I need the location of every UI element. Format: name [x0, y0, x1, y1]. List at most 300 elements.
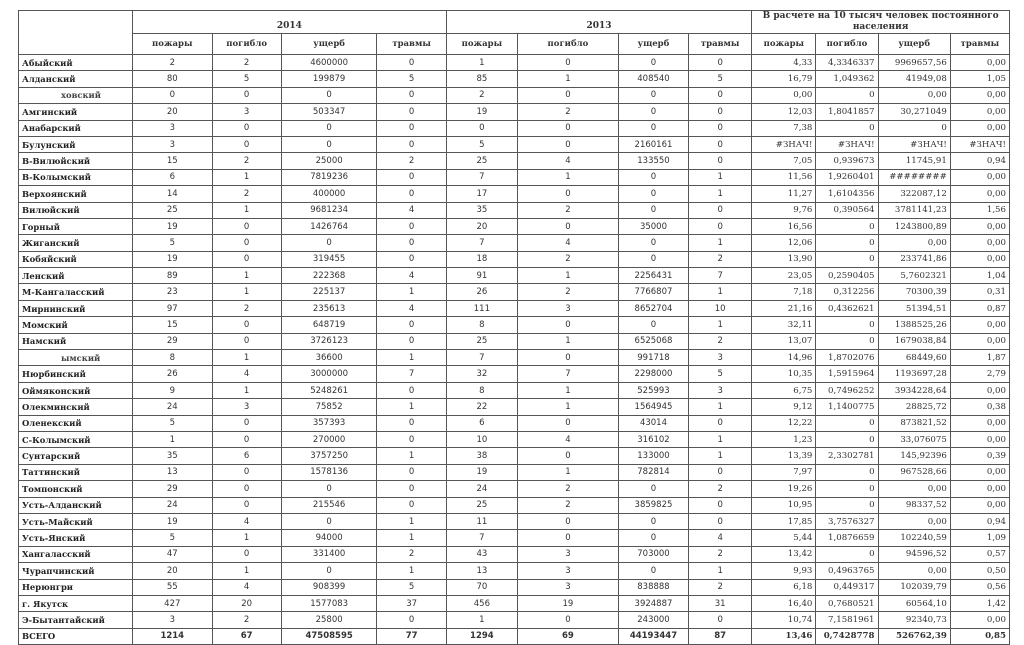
- injuries-cell: 1: [377, 513, 446, 529]
- table-row: [19, 186, 1010, 202]
- region-name: Нерюнгри: [19, 579, 133, 595]
- deaths-cell: 6: [212, 448, 281, 464]
- deaths-cell: 1: [212, 284, 281, 300]
- injuries-cell: #ЗНАЧ!: [950, 136, 1009, 152]
- fires-cell: 16,56: [752, 218, 816, 234]
- fires-cell: 5: [446, 136, 517, 152]
- injuries-cell: 0,00: [950, 415, 1009, 431]
- deaths-cell: 2: [518, 251, 619, 267]
- damage-cell: 9969657,56: [878, 55, 950, 71]
- deaths-cell: 0: [518, 87, 619, 103]
- injuries-cell: 0,00: [950, 431, 1009, 447]
- fires-cell: 29: [133, 481, 212, 497]
- fires-cell: 20: [133, 563, 212, 579]
- damage-cell: 0: [281, 563, 377, 579]
- deaths-cell: 2,3302781: [816, 448, 878, 464]
- fires-cell: 20: [133, 104, 212, 120]
- damage-cell: 0: [618, 120, 688, 136]
- damage-cell: 145,92396: [878, 448, 950, 464]
- damage-cell: 648719: [281, 317, 377, 333]
- deaths-cell: 0: [518, 317, 619, 333]
- table-row: [19, 104, 1010, 120]
- table-row: [19, 251, 1010, 267]
- fires-cell: 14,96: [752, 350, 816, 366]
- injuries-cell: 1: [377, 350, 446, 366]
- fires-cell: 15: [133, 153, 212, 169]
- damage-cell: 526762,39: [878, 628, 950, 644]
- deaths-cell: 1,049362: [816, 71, 878, 87]
- deaths-cell: 1: [518, 71, 619, 87]
- fires-cell: 7: [446, 169, 517, 185]
- injuries-cell: 0: [689, 104, 752, 120]
- injuries-cell: 1: [377, 399, 446, 415]
- damage-cell: 270000: [281, 431, 377, 447]
- damage-cell: #ЗНАЧ!: [878, 136, 950, 152]
- fires-cell: 4,33: [752, 55, 816, 71]
- fires-cell: 18: [446, 251, 517, 267]
- table-row: [19, 87, 1010, 103]
- damage-cell: 3781141,23: [878, 202, 950, 218]
- damage-cell: 36600: [281, 350, 377, 366]
- fires-cell: 15: [133, 317, 212, 333]
- damage-cell: 44193447: [618, 628, 688, 644]
- injuries-cell: 0: [377, 333, 446, 349]
- injuries-cell: 1: [689, 186, 752, 202]
- year-2014-header: 2014: [133, 11, 447, 34]
- table-row: [19, 235, 1010, 251]
- deaths-cell: 5: [212, 71, 281, 87]
- deaths-cell: 0: [212, 317, 281, 333]
- region-name: М-Кангаласский: [19, 284, 133, 300]
- damage-cell: 6525068: [618, 333, 688, 349]
- deaths-cell: 0: [816, 317, 878, 333]
- injuries-cell: 0,00: [950, 481, 1009, 497]
- per-capita-header: В расчете на 10 тысяч человек постоянного населения: [752, 11, 1010, 34]
- table-row: [19, 415, 1010, 431]
- damage-cell: 5,7602321: [878, 268, 950, 284]
- table-row: [19, 464, 1010, 480]
- fires-cell: 0,00: [752, 87, 816, 103]
- fires-cell: 13: [133, 464, 212, 480]
- fires-cell: 35: [446, 202, 517, 218]
- damage-cell: 0: [281, 513, 377, 529]
- region-name: Ленский: [19, 268, 133, 284]
- injuries-cell: 0: [377, 481, 446, 497]
- damage-cell: 0: [281, 235, 377, 251]
- damage-cell: 0: [618, 87, 688, 103]
- damage-cell: 0: [281, 87, 377, 103]
- damage-cell: 316102: [618, 431, 688, 447]
- deaths-cell: 0,939673: [816, 153, 878, 169]
- deaths-cell: 0: [518, 120, 619, 136]
- deaths-cell: 0: [212, 546, 281, 562]
- region-name: Намский: [19, 333, 133, 349]
- damage-cell: 0: [618, 104, 688, 120]
- injuries-cell: 0: [377, 415, 446, 431]
- deaths-cell: 4: [212, 513, 281, 529]
- region-name: В-Колымский: [19, 169, 133, 185]
- injuries-cell: 2: [377, 546, 446, 562]
- damage-cell: 0: [618, 563, 688, 579]
- fires-cell: 80: [133, 71, 212, 87]
- fires-cell: 25: [446, 497, 517, 513]
- injuries-cell: 0: [377, 186, 446, 202]
- fires-cell: 70: [446, 579, 517, 595]
- fires-cell: 7,97: [752, 464, 816, 480]
- deaths-cell: 1: [518, 333, 619, 349]
- deaths-cell: 0: [212, 431, 281, 447]
- damage-cell: 322087,12: [878, 186, 950, 202]
- injuries-cell: 2: [689, 579, 752, 595]
- deaths-cell: 19: [518, 595, 619, 611]
- damage-cell: 11745,91: [878, 153, 950, 169]
- damage-cell: 47508595: [281, 628, 377, 644]
- injuries-cell: 0,39: [950, 448, 1009, 464]
- region-name: Алданский: [19, 71, 133, 87]
- injuries-cell: 3: [689, 382, 752, 398]
- injuries-cell: 1,09: [950, 530, 1009, 546]
- damage-cell: 235613: [281, 300, 377, 316]
- subheader-2013-1: погибло: [518, 34, 619, 55]
- damage-cell: 5248261: [281, 382, 377, 398]
- damage-cell: 1193697,28: [878, 366, 950, 382]
- fires-cell: 3: [133, 136, 212, 152]
- deaths-cell: 0,4362621: [816, 300, 878, 316]
- subheader-per-capita-3: травмы: [950, 34, 1009, 55]
- deaths-cell: 1: [212, 350, 281, 366]
- table-row: [19, 530, 1010, 546]
- table-row: [19, 169, 1010, 185]
- deaths-cell: 0: [518, 186, 619, 202]
- deaths-cell: 0: [816, 546, 878, 562]
- damage-cell: 525993: [618, 382, 688, 398]
- deaths-cell: 4: [212, 579, 281, 595]
- fires-cell: 13,42: [752, 546, 816, 562]
- injuries-cell: 0: [377, 317, 446, 333]
- subheader-2013-3: травмы: [689, 34, 752, 55]
- region-name: Верхоянский: [19, 186, 133, 202]
- fires-cell: 22: [446, 399, 517, 415]
- fires-cell: 47: [133, 546, 212, 562]
- injuries-cell: 0: [377, 104, 446, 120]
- fires-cell: 85: [446, 71, 517, 87]
- fires-cell: 7: [446, 350, 517, 366]
- table-row: [19, 268, 1010, 284]
- injuries-cell: 2: [689, 481, 752, 497]
- damage-cell: 967528,66: [878, 464, 950, 480]
- injuries-cell: 0: [377, 169, 446, 185]
- damage-cell: 1679038,84: [878, 333, 950, 349]
- fires-cell: 8: [446, 382, 517, 398]
- damage-cell: 0,00: [878, 87, 950, 103]
- injuries-cell: 0,00: [950, 218, 1009, 234]
- injuries-cell: 0,56: [950, 579, 1009, 595]
- injuries-cell: 0: [689, 415, 752, 431]
- deaths-cell: 3: [212, 399, 281, 415]
- injuries-cell: 0,00: [950, 333, 1009, 349]
- table-row: [19, 612, 1010, 628]
- region-name: Вилюйский: [19, 202, 133, 218]
- deaths-cell: 0: [816, 120, 878, 136]
- damage-cell: 0,00: [878, 513, 950, 529]
- fires-cell: 6: [446, 415, 517, 431]
- fires-cell: 3: [133, 612, 212, 628]
- region-name: Сунтарский: [19, 448, 133, 464]
- injuries-cell: 5: [377, 579, 446, 595]
- fires-cell: 19: [133, 513, 212, 529]
- table-row: [19, 431, 1010, 447]
- table-row: [19, 218, 1010, 234]
- fires-cell: 24: [133, 497, 212, 513]
- injuries-cell: 0: [689, 218, 752, 234]
- damage-cell: 400000: [281, 186, 377, 202]
- region-name: ВСЕГО: [19, 628, 133, 644]
- fires-cell: 12,06: [752, 235, 816, 251]
- injuries-cell: 4: [689, 530, 752, 546]
- fires-cell: 5: [133, 415, 212, 431]
- table-body: [19, 55, 1010, 645]
- fires-cell: 2: [133, 55, 212, 71]
- table-row: [19, 595, 1010, 611]
- fires-cell: 91: [446, 268, 517, 284]
- injuries-cell: 0,31: [950, 284, 1009, 300]
- region-header: [19, 11, 133, 55]
- fires-cell: 6,75: [752, 382, 816, 398]
- fires-cell: 19: [446, 464, 517, 480]
- subheader-2013-0: пожары: [446, 34, 517, 55]
- deaths-cell: 1,8702076: [816, 350, 878, 366]
- fires-cell: 10,95: [752, 497, 816, 513]
- injuries-cell: 2: [689, 251, 752, 267]
- fires-cell: 5: [133, 530, 212, 546]
- deaths-cell: 0: [212, 251, 281, 267]
- fires-cell: 12,03: [752, 104, 816, 120]
- fires-cell: 1: [446, 612, 517, 628]
- damage-cell: 2160161: [618, 136, 688, 152]
- damage-cell: 98337,52: [878, 497, 950, 513]
- injuries-cell: 0: [377, 87, 446, 103]
- fires-cell: 32,11: [752, 317, 816, 333]
- fires-cell: 10,74: [752, 612, 816, 628]
- injuries-cell: 0: [689, 202, 752, 218]
- injuries-cell: 1: [689, 169, 752, 185]
- injuries-cell: 1: [377, 563, 446, 579]
- region-name: Хангаласский: [19, 546, 133, 562]
- deaths-cell: 0,7496252: [816, 382, 878, 398]
- injuries-cell: 0,00: [950, 317, 1009, 333]
- injuries-cell: 0: [689, 136, 752, 152]
- deaths-cell: #ЗНАЧ!: [816, 136, 878, 152]
- deaths-cell: 0: [212, 497, 281, 513]
- damage-cell: 0,00: [878, 481, 950, 497]
- total-row: [19, 628, 1010, 644]
- deaths-cell: 0: [212, 120, 281, 136]
- deaths-cell: 4,3346337: [816, 55, 878, 71]
- region-name: Нюрбинский: [19, 366, 133, 382]
- table-row: [19, 333, 1010, 349]
- deaths-cell: 2: [518, 284, 619, 300]
- damage-cell: 225137: [281, 284, 377, 300]
- damage-cell: 215546: [281, 497, 377, 513]
- damage-cell: 3934228,64: [878, 382, 950, 398]
- deaths-cell: 7: [518, 366, 619, 382]
- deaths-cell: 1,0876659: [816, 530, 878, 546]
- injuries-cell: 3: [689, 350, 752, 366]
- deaths-cell: 1: [212, 169, 281, 185]
- deaths-cell: 0: [212, 136, 281, 152]
- injuries-cell: 1,42: [950, 595, 1009, 611]
- region-name: Жиганский: [19, 235, 133, 251]
- deaths-cell: 0: [816, 415, 878, 431]
- deaths-cell: 2: [212, 300, 281, 316]
- fires-cell: 35: [133, 448, 212, 464]
- region-name: Усть-Алданский: [19, 497, 133, 513]
- damage-cell: 1243800,89: [878, 218, 950, 234]
- injuries-cell: 31: [689, 595, 752, 611]
- injuries-cell: 37: [377, 595, 446, 611]
- deaths-cell: 0: [816, 431, 878, 447]
- region-name: Олекминский: [19, 399, 133, 415]
- injuries-cell: 0: [377, 431, 446, 447]
- deaths-cell: 1: [212, 563, 281, 579]
- deaths-cell: 4: [518, 431, 619, 447]
- deaths-cell: 0: [518, 218, 619, 234]
- subheader-2014-3: травмы: [377, 34, 446, 55]
- deaths-cell: 0: [518, 448, 619, 464]
- damage-cell: 3757250: [281, 448, 377, 464]
- deaths-cell: 0,4963765: [816, 563, 878, 579]
- damage-cell: 233741,86: [878, 251, 950, 267]
- damage-cell: 503347: [281, 104, 377, 120]
- fires-cell: 7,05: [752, 153, 816, 169]
- fires-cell: 5,44: [752, 530, 816, 546]
- damage-cell: 7766807: [618, 284, 688, 300]
- deaths-cell: 0: [212, 218, 281, 234]
- deaths-cell: 4: [212, 366, 281, 382]
- fires-cell: 21,16: [752, 300, 816, 316]
- region-name: С-Колымский: [19, 431, 133, 447]
- table-row: [19, 513, 1010, 529]
- fires-cell: 24: [133, 399, 212, 415]
- deaths-cell: 4: [518, 235, 619, 251]
- injuries-cell: 0: [689, 513, 752, 529]
- fires-cell: 9,93: [752, 563, 816, 579]
- region-name: Томпонский: [19, 481, 133, 497]
- damage-cell: 0: [618, 251, 688, 267]
- injuries-cell: 0: [689, 120, 752, 136]
- injuries-cell: 0,00: [950, 497, 1009, 513]
- table-row: [19, 71, 1010, 87]
- subheader-2014-0: пожары: [133, 34, 212, 55]
- damage-cell: 199879: [281, 71, 377, 87]
- injuries-cell: 0: [689, 464, 752, 480]
- damage-cell: 102240,59: [878, 530, 950, 546]
- injuries-cell: 1,56: [950, 202, 1009, 218]
- injuries-cell: 0,00: [950, 186, 1009, 202]
- region-name: Кобяйский: [19, 251, 133, 267]
- injuries-cell: 0,00: [950, 612, 1009, 628]
- deaths-cell: 4: [518, 153, 619, 169]
- damage-cell: 873821,52: [878, 415, 950, 431]
- table-row: [19, 497, 1010, 513]
- damage-cell: 0: [878, 120, 950, 136]
- fires-cell: 43: [446, 546, 517, 562]
- fires-cell: 97: [133, 300, 212, 316]
- injuries-cell: 0,85: [950, 628, 1009, 644]
- deaths-cell: 1,8041857: [816, 104, 878, 120]
- fires-cell: 17: [446, 186, 517, 202]
- table-row: [19, 579, 1010, 595]
- damage-cell: 0: [281, 481, 377, 497]
- fires-cell: 11,27: [752, 186, 816, 202]
- fires-cell: 9,76: [752, 202, 816, 218]
- deaths-cell: 0: [518, 55, 619, 71]
- table-row: [19, 382, 1010, 398]
- injuries-cell: 10: [689, 300, 752, 316]
- table-row: [19, 350, 1010, 366]
- deaths-cell: 0: [212, 87, 281, 103]
- deaths-cell: 0: [816, 251, 878, 267]
- injuries-cell: 0,00: [950, 104, 1009, 120]
- damage-cell: 4600000: [281, 55, 377, 71]
- fire-statistics-table: [18, 10, 1010, 645]
- region-name: ховский: [19, 87, 133, 103]
- region-name: Усть-Майский: [19, 513, 133, 529]
- damage-cell: 0: [618, 513, 688, 529]
- region-name: Чурапчинский: [19, 563, 133, 579]
- fires-cell: 13,90: [752, 251, 816, 267]
- injuries-cell: 0,00: [950, 87, 1009, 103]
- injuries-cell: 0,00: [950, 169, 1009, 185]
- fires-cell: 1: [133, 431, 212, 447]
- deaths-cell: 2: [212, 55, 281, 71]
- damage-cell: 0: [618, 235, 688, 251]
- damage-cell: 1564945: [618, 399, 688, 415]
- fires-cell: 12,22: [752, 415, 816, 431]
- damage-cell: 70300,39: [878, 284, 950, 300]
- damage-cell: 319455: [281, 251, 377, 267]
- fires-cell: 6,18: [752, 579, 816, 595]
- damage-cell: 0,00: [878, 563, 950, 579]
- fires-cell: 16,79: [752, 71, 816, 87]
- fires-cell: 25: [446, 333, 517, 349]
- deaths-cell: 3,7576327: [816, 513, 878, 529]
- injuries-cell: 0: [689, 87, 752, 103]
- injuries-cell: 1,87: [950, 350, 1009, 366]
- injuries-cell: 1: [689, 431, 752, 447]
- injuries-cell: 0: [689, 612, 752, 628]
- damage-cell: 0: [618, 55, 688, 71]
- region-name: Анабарский: [19, 120, 133, 136]
- damage-cell: 0: [281, 120, 377, 136]
- injuries-cell: 1: [377, 530, 446, 546]
- damage-cell: 133000: [618, 448, 688, 464]
- injuries-cell: 0: [377, 218, 446, 234]
- deaths-cell: 0: [816, 333, 878, 349]
- fires-cell: 55: [133, 579, 212, 595]
- deaths-cell: 0: [816, 497, 878, 513]
- injuries-cell: 0,94: [950, 153, 1009, 169]
- injuries-cell: 0: [689, 497, 752, 513]
- table-row: [19, 448, 1010, 464]
- region-name: Булунский: [19, 136, 133, 152]
- region-name: Горный: [19, 218, 133, 234]
- deaths-cell: 0,312256: [816, 284, 878, 300]
- deaths-cell: 2: [518, 202, 619, 218]
- injuries-cell: 0,57: [950, 546, 1009, 562]
- injuries-cell: 2: [689, 546, 752, 562]
- table-row: [19, 120, 1010, 136]
